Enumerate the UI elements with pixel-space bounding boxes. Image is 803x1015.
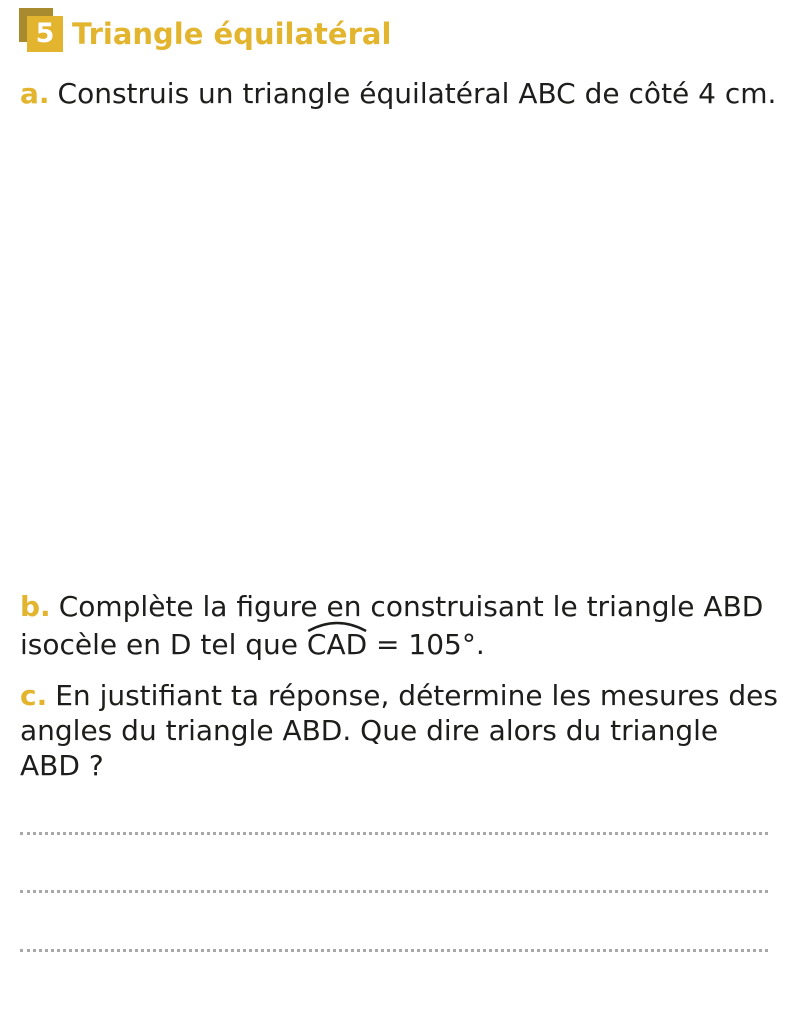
question-c-text: En justifiant ta réponse, détermine les mesures des angles du triangle ABD. Que dire alors du triangle ABD ?: [20, 679, 778, 782]
exercise-number-badge: [19, 8, 63, 52]
answer-line[interactable]: [20, 949, 768, 952]
question-a-letter: a.: [20, 77, 50, 110]
answer-line[interactable]: [20, 890, 768, 893]
angle-cad-label: CAD: [306, 628, 368, 661]
question-b-text: Complète la figure en construisant le triangle ABD isocèle en D tel que: [20, 590, 764, 661]
exercise-number: 5: [27, 16, 63, 52]
question-a: [20, 76, 780, 111]
question-b-text-end: = 105°.: [367, 628, 485, 661]
question-a-text: Construis un triangle équilatéral ABC de côté 4 cm.: [57, 77, 777, 110]
question-c-letter: c.: [20, 679, 48, 712]
exercise-title: Triangle équilatéral: [72, 17, 392, 51]
exercise-header: [19, 8, 391, 52]
angle-hat-icon: [307, 618, 367, 632]
angle-cad: [307, 626, 367, 664]
answer-line[interactable]: [20, 832, 768, 835]
question-b: [20, 588, 780, 664]
question-c: [20, 678, 780, 783]
construction-area[interactable]: [20, 160, 780, 560]
question-b-letter: b.: [20, 590, 51, 623]
